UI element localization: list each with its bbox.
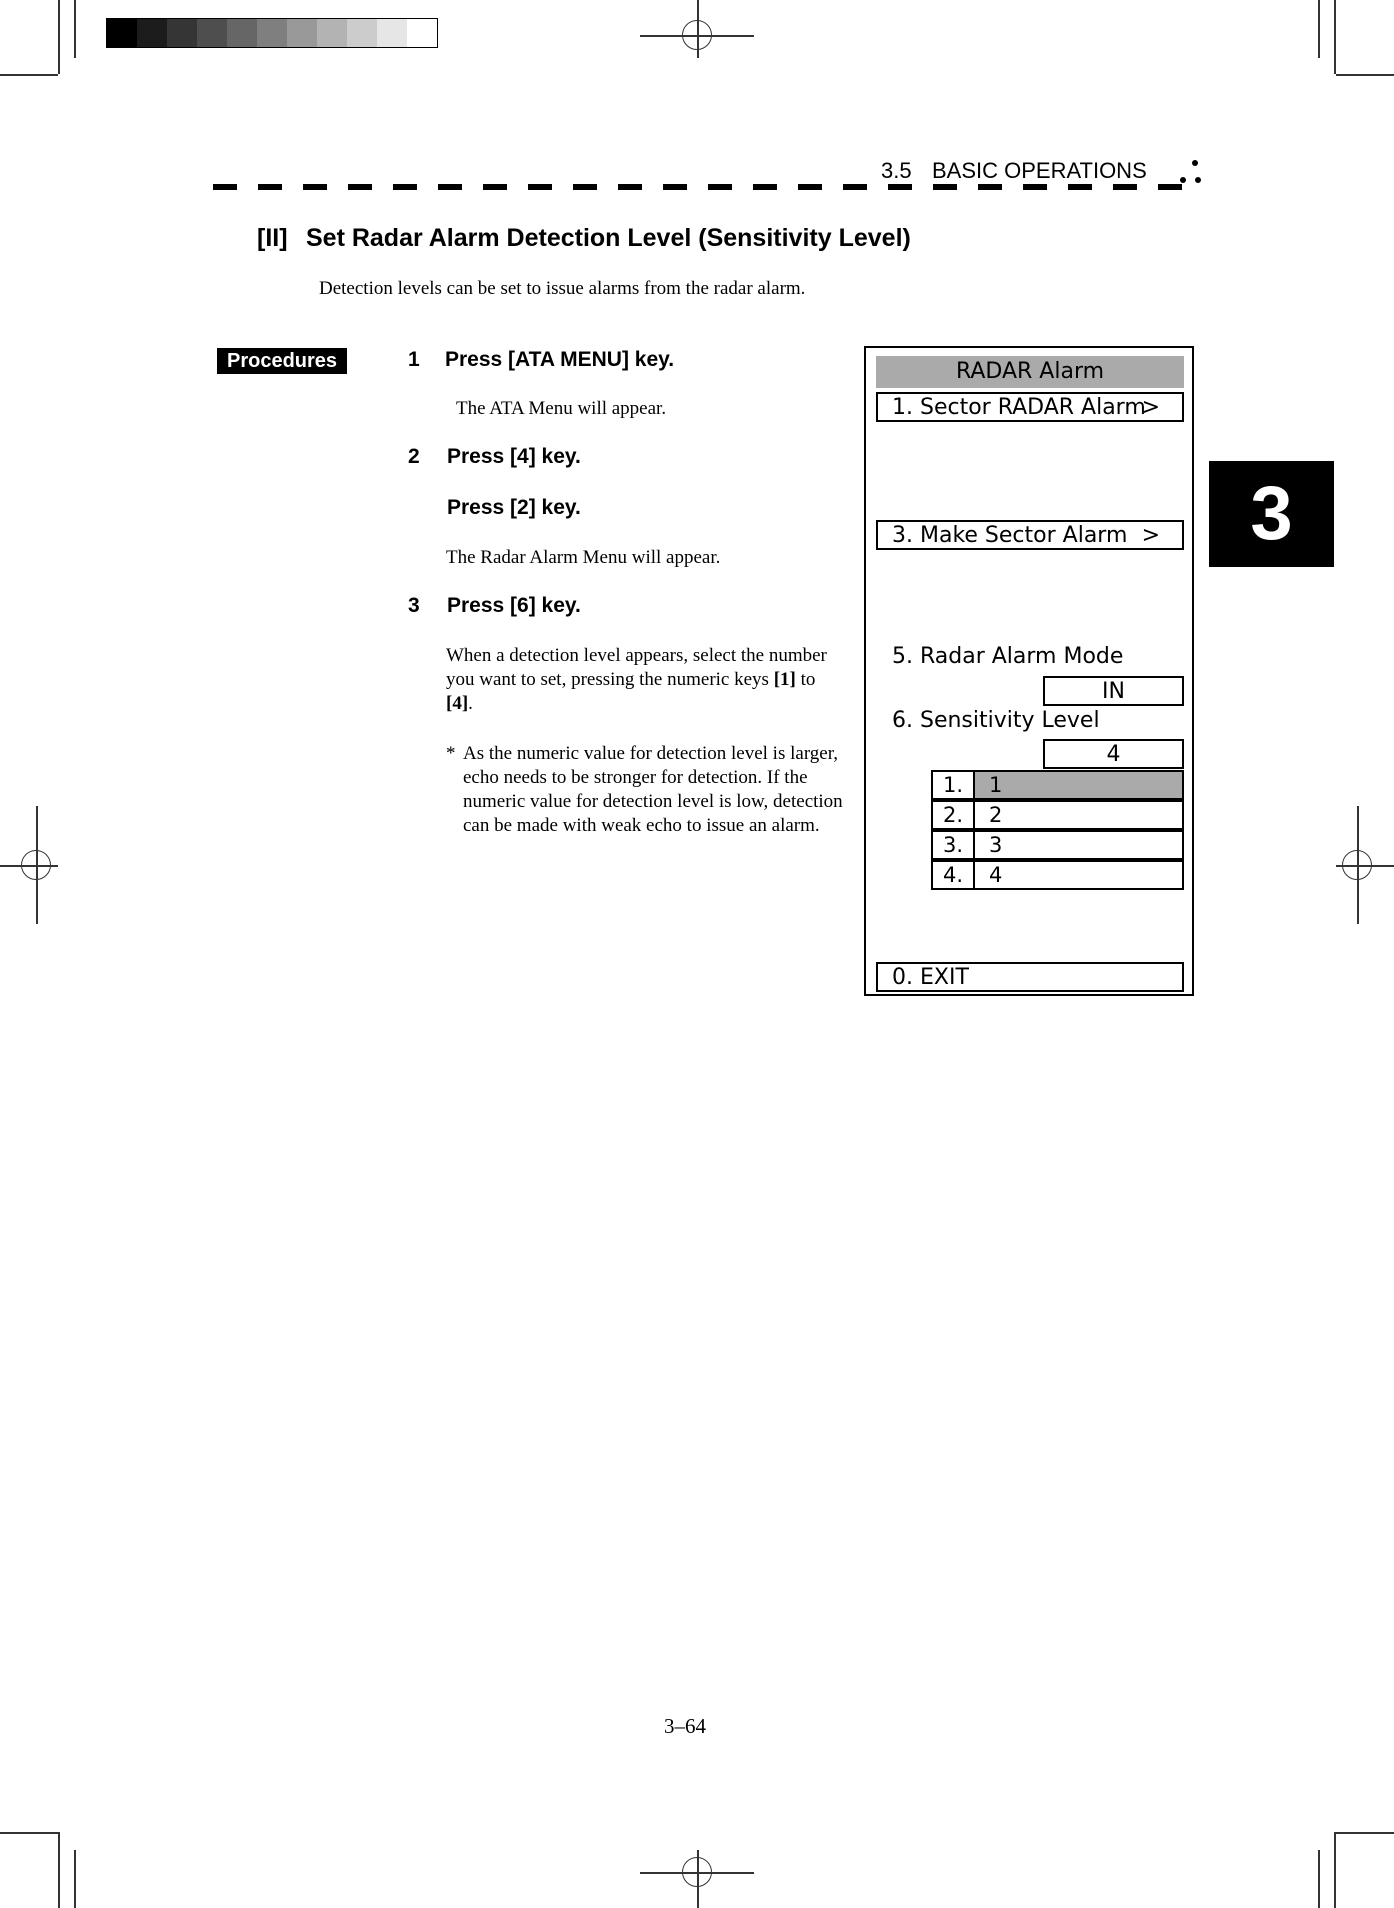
rule-dash — [573, 184, 597, 190]
rule-dash — [483, 184, 507, 190]
sensitivity-option-1[interactable] — [931, 770, 1184, 800]
rule-dash — [438, 184, 462, 190]
header-dots — [1178, 160, 1204, 186]
step-action: Press [ATA MENU] key. — [445, 348, 675, 371]
radar-alarm-mode-value-text: IN — [1102, 679, 1125, 704]
crop-mark — [1334, 0, 1336, 74]
rule-dash — [1158, 184, 1182, 190]
rule-dash — [1068, 184, 1092, 190]
crop-mark — [1318, 1850, 1320, 1908]
page-number: 3–64 — [664, 1714, 706, 1738]
crop-mark — [0, 1832, 58, 1834]
crop-mark — [58, 0, 60, 74]
rule-dash — [843, 184, 867, 190]
crop-mark — [58, 1832, 60, 1908]
step-result: The Radar Alarm Menu will appear. — [446, 547, 721, 568]
rule-dash — [888, 184, 912, 190]
sensitivity-option-4[interactable] — [931, 860, 1184, 890]
rule-dash — [978, 184, 1002, 190]
step-description-text: . — [468, 693, 473, 714]
rule-dash — [618, 184, 642, 190]
rule-dash — [348, 184, 372, 190]
menu-item-exit[interactable] — [876, 962, 1184, 992]
option-value: 1 — [975, 770, 1184, 800]
step-description-text: to — [795, 669, 816, 690]
key-label: [1] — [773, 669, 796, 690]
submenu-arrow-icon: > — [1141, 395, 1160, 420]
rule-dash — [213, 184, 237, 190]
sensitivity-level-value-text: 4 — [1106, 742, 1121, 767]
rule-dash — [528, 184, 552, 190]
registration-line — [1336, 865, 1394, 867]
step-result: The ATA Menu will appear. — [456, 398, 667, 419]
radar-alarm-menu — [864, 346, 1194, 996]
option-number: 1. — [931, 770, 975, 800]
crop-mark — [1318, 0, 1320, 58]
option-value: 3 — [975, 830, 1184, 860]
crop-mark — [0, 74, 58, 76]
crop-mark — [74, 0, 76, 58]
menu-title: RADAR Alarm — [876, 356, 1184, 388]
step-number: 3 — [408, 594, 420, 617]
step-number: 2 — [408, 445, 420, 468]
menu-item-label: 3. Make Sector Alarm — [892, 523, 1128, 548]
section-number: [II] — [257, 224, 288, 252]
registration-line — [697, 1850, 699, 1908]
step-number: 1 — [408, 348, 420, 371]
note-mark: * — [446, 743, 456, 764]
intro-text: Detection levels can be set to issue alarms from the radar alarm. — [319, 278, 806, 299]
menu-item-label: 0. EXIT — [892, 965, 969, 990]
header-title: BASIC OPERATIONS — [932, 158, 1147, 183]
crop-mark — [74, 1850, 76, 1908]
rule-dash — [933, 184, 957, 190]
step-note: As the numeric value for detection level is larger, echo needs to be stronger for detection. If the numeric value for detection level is low, detection can be made with weak echo to issue an alarm. — [463, 743, 843, 836]
rule-dash — [663, 184, 687, 190]
rule-dash — [393, 184, 417, 190]
header-dashed-rule — [213, 184, 1203, 190]
step-action: Press [2] key. — [447, 496, 581, 519]
option-number: 2. — [931, 800, 975, 830]
step-description-text: When a detection level appears, select the number you want to set, pressing the numeric keys — [446, 645, 827, 690]
procedures-label: Procedures — [217, 348, 347, 374]
radar-alarm-mode-label[interactable]: 5. Radar Alarm Mode — [892, 644, 1124, 669]
option-number: 4. — [931, 860, 975, 890]
rule-dash — [1023, 184, 1047, 190]
radar-alarm-mode-value — [1043, 676, 1184, 706]
chapter-tab: 3 — [1209, 461, 1334, 567]
registration-line — [1357, 806, 1359, 924]
rule-dash — [753, 184, 777, 190]
header-section-number: 3.5 — [881, 158, 912, 183]
menu-item-make-sector-alarm[interactable] — [876, 520, 1184, 550]
grayscale-calibration-bar — [106, 18, 438, 48]
sensitivity-level-value — [1043, 739, 1184, 769]
rule-dash — [303, 184, 327, 190]
step-action: Press [4] key. — [447, 445, 581, 468]
crop-mark — [1336, 1832, 1394, 1834]
menu-item-sector-radar-alarm[interactable] — [876, 392, 1184, 422]
option-number: 3. — [931, 830, 975, 860]
step-action: Press [6] key. — [447, 594, 581, 617]
rule-dash — [1113, 184, 1137, 190]
registration-line — [697, 0, 699, 58]
sensitivity-option-3[interactable] — [931, 830, 1184, 860]
registration-line — [36, 806, 38, 924]
rule-dash — [258, 184, 282, 190]
crop-mark — [1334, 1832, 1336, 1908]
section-title: Set Radar Alarm Detection Level (Sensitivity Level) — [306, 224, 911, 252]
menu-item-label: 1. Sector RADAR Alarm — [892, 395, 1146, 420]
sensitivity-option-2[interactable] — [931, 800, 1184, 830]
option-value: 2 — [975, 800, 1184, 830]
registration-line — [0, 865, 58, 867]
option-value: 4 — [975, 860, 1184, 890]
rule-dash — [708, 184, 732, 190]
sensitivity-level-label[interactable]: 6. Sensitivity Level — [892, 708, 1100, 733]
submenu-arrow-icon: > — [1141, 523, 1160, 548]
rule-dash — [798, 184, 822, 190]
crop-mark — [1336, 74, 1394, 76]
step-description — [446, 644, 846, 716]
key-label: [4] — [446, 693, 469, 714]
